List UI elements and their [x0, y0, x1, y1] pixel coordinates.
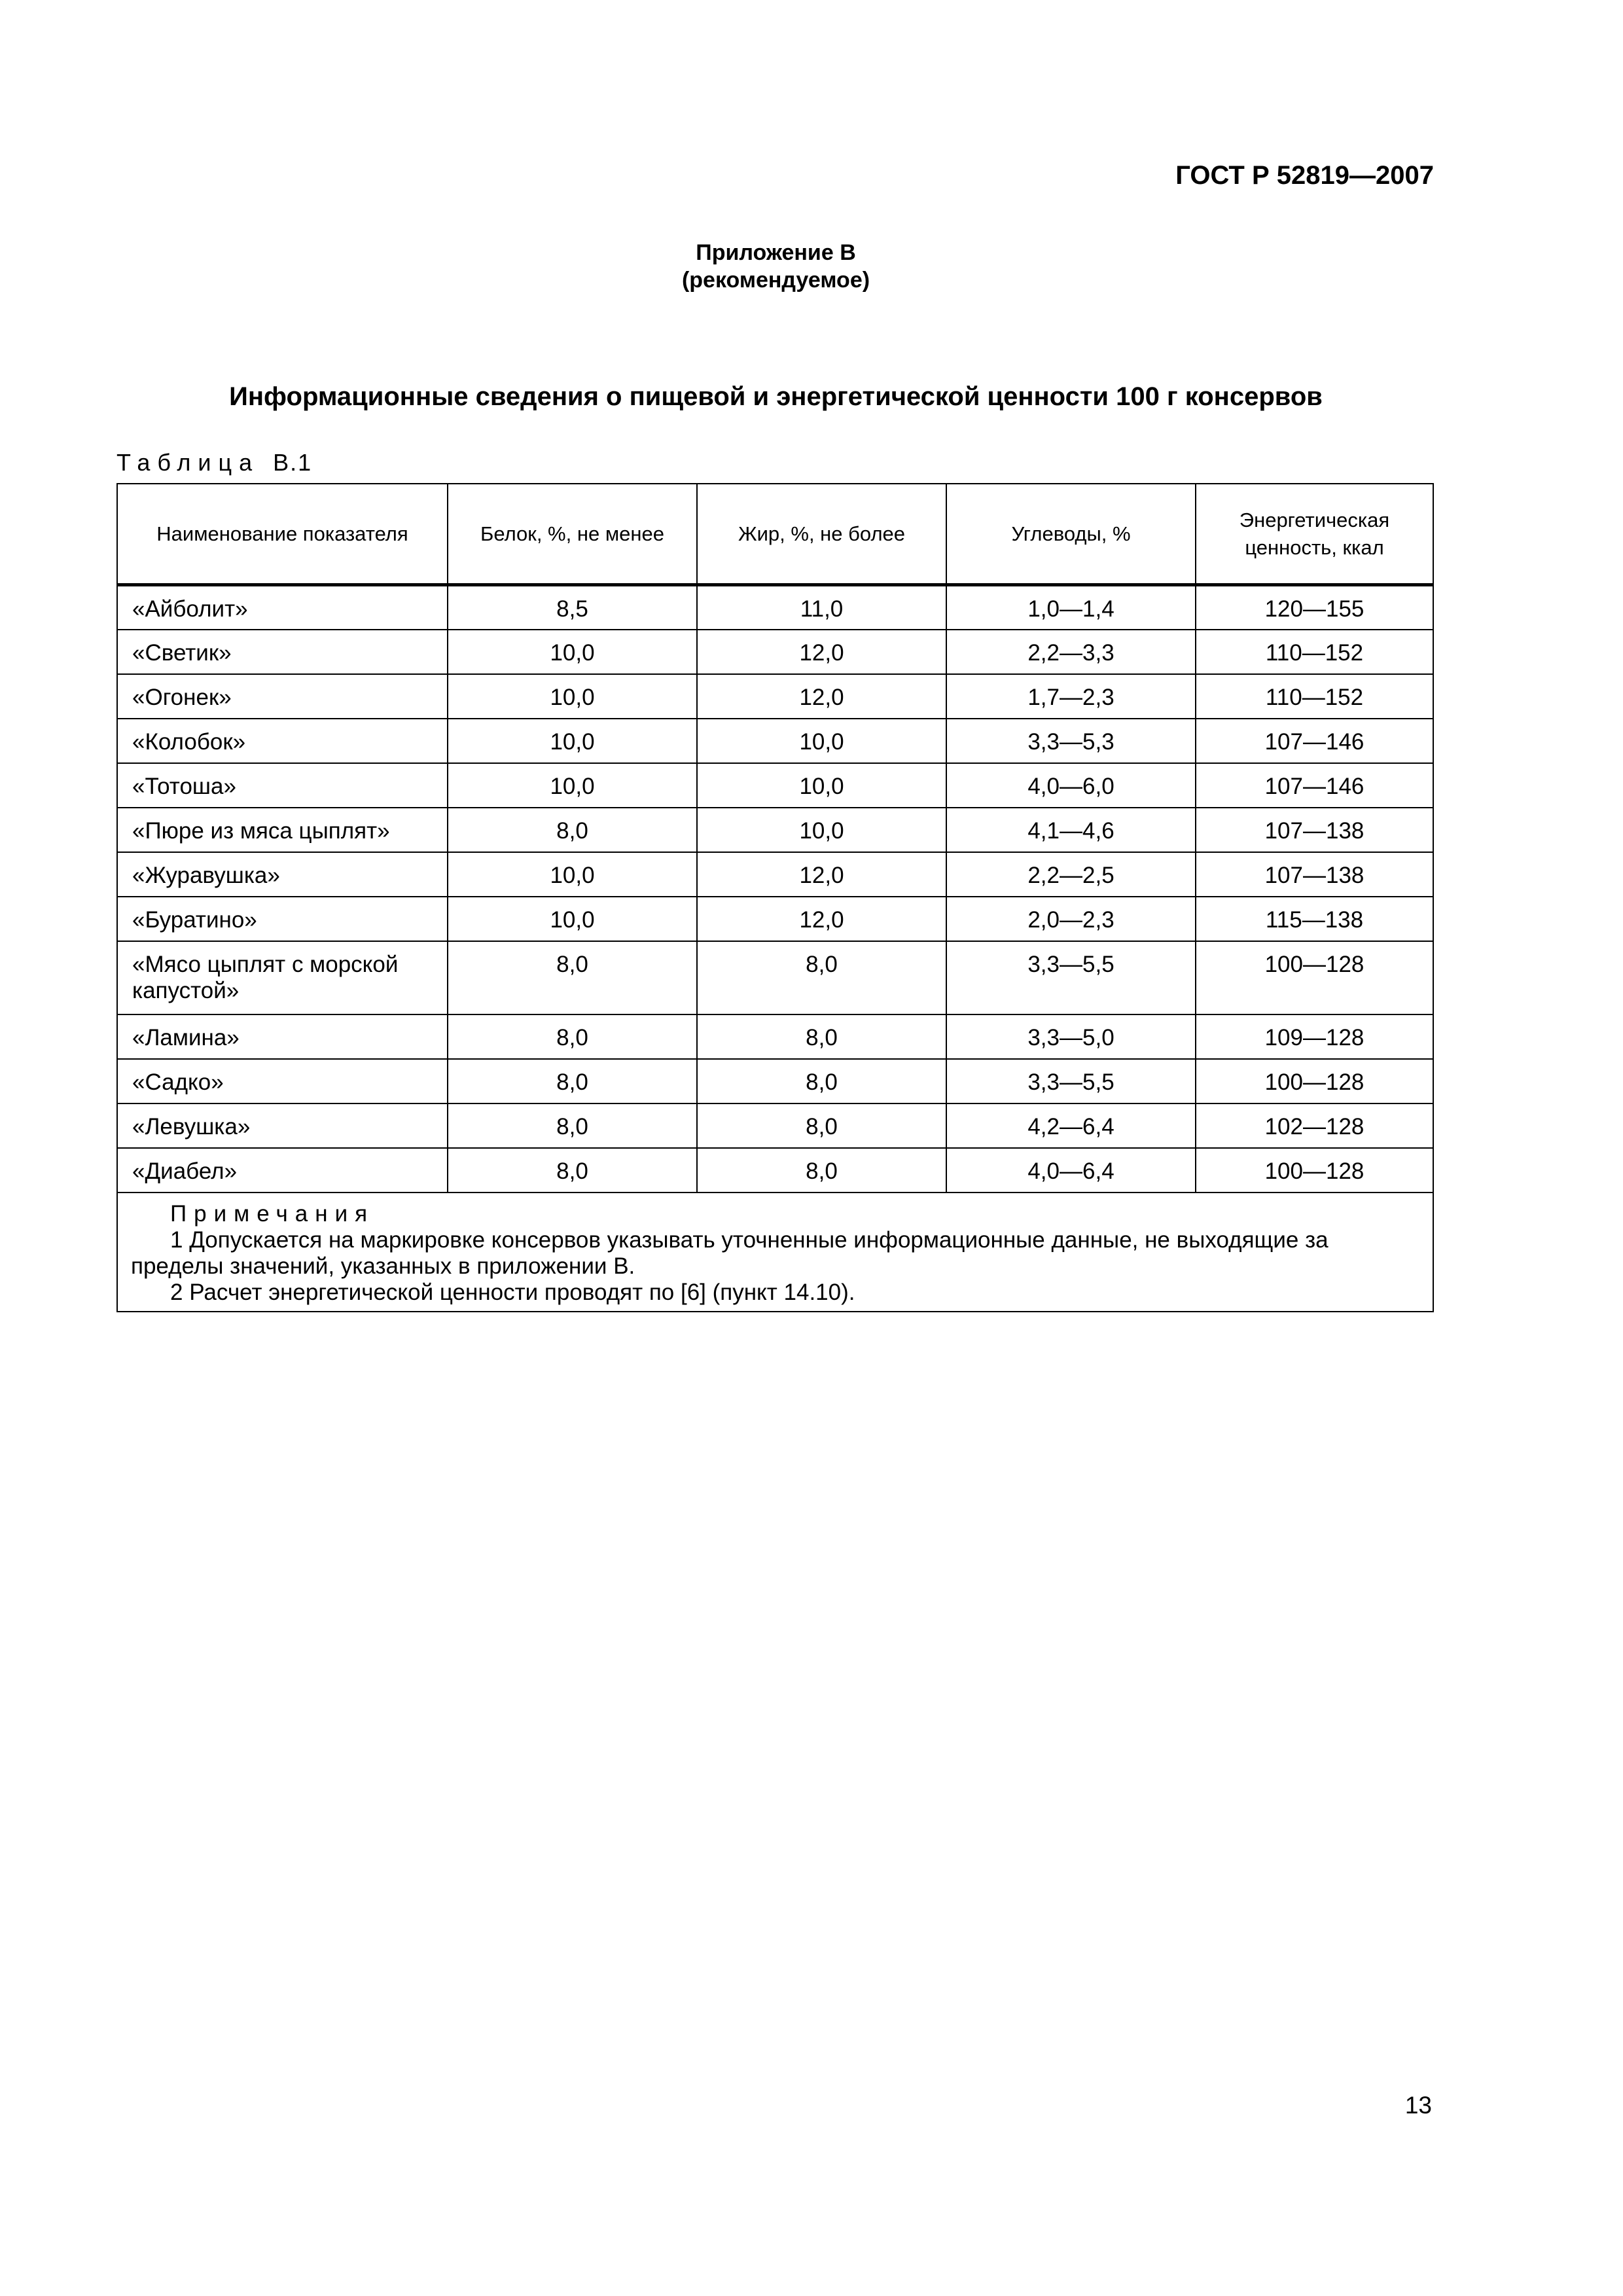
cell-carbs: 3,3—5,3 [946, 719, 1196, 763]
table-row [117, 1059, 1433, 1103]
cell-fat: 12,0 [697, 674, 946, 719]
table-row [117, 585, 1433, 630]
cell-protein: 10,0 [448, 852, 697, 897]
cell-carbs: 4,2—6,4 [946, 1103, 1196, 1148]
cell-name: «Огонек» [117, 674, 448, 719]
cell-energy: 120—155 [1196, 585, 1433, 630]
cell-energy: 107—146 [1196, 719, 1433, 763]
cell-protein: 8,0 [448, 1148, 697, 1193]
nutrition-table [116, 483, 1434, 1312]
cell-fat: 8,0 [697, 941, 946, 1014]
document-number: ГОСТ Р 52819—2007 [1175, 161, 1434, 190]
cell-fat: 12,0 [697, 852, 946, 897]
cell-energy: 102—128 [1196, 1103, 1433, 1148]
table-caption-label: Таблица [116, 449, 260, 476]
cell-fat: 8,0 [697, 1148, 946, 1193]
table-notes [117, 1193, 1433, 1312]
cell-name: «Диабел» [117, 1148, 448, 1193]
cell-name: «Левушка» [117, 1103, 448, 1148]
cell-carbs: 4,0—6,4 [946, 1148, 1196, 1193]
cell-name: «Пюре из мяса цыплят» [117, 808, 448, 852]
header-name: Наименование показателя [117, 484, 448, 585]
cell-protein: 8,0 [448, 941, 697, 1014]
header-protein: Белок, %, не менее [448, 484, 697, 585]
appendix-title: Приложение В [696, 240, 856, 265]
cell-carbs: 2,2—2,5 [946, 852, 1196, 897]
table-row [117, 852, 1433, 897]
note-item: 1 Допускается на маркировке консервов указывать уточненные информационные данные, не выходящие за пределы значений, указанных в приложении В. [131, 1227, 1329, 1279]
cell-name: «Журавушка» [117, 852, 448, 897]
cell-name: «Садко» [117, 1059, 448, 1103]
table-row [117, 1014, 1433, 1059]
cell-name: «Буратино» [117, 897, 448, 941]
table-row [117, 630, 1433, 674]
table-row [117, 808, 1433, 852]
cell-protein: 8,0 [448, 1014, 697, 1059]
notes-title: Примечания [170, 1200, 375, 1227]
cell-energy: 110—152 [1196, 630, 1433, 674]
table-row [117, 941, 1433, 1014]
cell-fat: 8,0 [697, 1014, 946, 1059]
notes-row [117, 1193, 1433, 1312]
cell-carbs: 4,1—4,6 [946, 808, 1196, 852]
cell-energy: 100—128 [1196, 1059, 1433, 1103]
table-row [117, 763, 1433, 808]
note-item: 2 Расчет энергетической ценности проводят по [6] (пункт 14.10). [170, 1279, 855, 1305]
page-number: 13 [1404, 2092, 1432, 2119]
cell-protein: 10,0 [448, 763, 697, 808]
cell-fat: 10,0 [697, 763, 946, 808]
cell-protein: 10,0 [448, 674, 697, 719]
table-caption [116, 449, 312, 476]
table-row [117, 674, 1433, 719]
table-row [117, 1148, 1433, 1193]
cell-energy: 110—152 [1196, 674, 1433, 719]
appendix-status: (рекомендуемое) [681, 268, 870, 293]
header-row [117, 484, 1433, 585]
cell-energy: 107—138 [1196, 808, 1433, 852]
cell-name: «Ламина» [117, 1014, 448, 1059]
cell-energy: 107—146 [1196, 763, 1433, 808]
cell-fat: 10,0 [697, 719, 946, 763]
header-fat: Жир, %, не более [697, 484, 946, 585]
table-header [117, 484, 1433, 585]
cell-protein: 10,0 [448, 630, 697, 674]
cell-protein: 8,0 [448, 1103, 697, 1148]
appendix-heading [0, 239, 1552, 294]
table-row [117, 897, 1433, 941]
cell-fat: 8,0 [697, 1059, 946, 1103]
cell-name: «Колобок» [117, 719, 448, 763]
cell-fat: 10,0 [697, 808, 946, 852]
cell-energy: 115—138 [1196, 897, 1433, 941]
cell-name: «Айболит» [117, 585, 448, 630]
cell-carbs: 1,7—2,3 [946, 674, 1196, 719]
cell-protein: 10,0 [448, 897, 697, 941]
main-title: Информационные сведения о пищевой и энергетической ценности 100 г консервов [229, 382, 1323, 411]
cell-carbs: 3,3—5,0 [946, 1014, 1196, 1059]
table-caption-number: В.1 [273, 449, 313, 476]
header-energy: Энергетическая ценность, ккал [1196, 484, 1433, 585]
cell-carbs: 3,3—5,5 [946, 941, 1196, 1014]
cell-protein: 8,5 [448, 585, 697, 630]
cell-protein: 8,0 [448, 808, 697, 852]
cell-protein: 10,0 [448, 719, 697, 763]
table-body [117, 585, 1433, 1312]
cell-protein: 8,0 [448, 1059, 697, 1103]
cell-energy: 100—128 [1196, 941, 1433, 1014]
cell-name: «Тотоша» [117, 763, 448, 808]
cell-carbs: 1,0—1,4 [946, 585, 1196, 630]
cell-name: «Мясо цыплят с морской капустой» [117, 941, 448, 1014]
cell-carbs: 2,2—3,3 [946, 630, 1196, 674]
cell-energy: 109—128 [1196, 1014, 1433, 1059]
cell-carbs: 4,0—6,0 [946, 763, 1196, 808]
table-row [117, 1103, 1433, 1148]
table-row [117, 719, 1433, 763]
cell-energy: 107—138 [1196, 852, 1433, 897]
cell-name: «Светик» [117, 630, 448, 674]
cell-fat: 8,0 [697, 1103, 946, 1148]
cell-energy: 100—128 [1196, 1148, 1433, 1193]
cell-carbs: 2,0—2,3 [946, 897, 1196, 941]
cell-carbs: 3,3—5,5 [946, 1059, 1196, 1103]
cell-fat: 11,0 [697, 585, 946, 630]
header-carbs: Углеводы, % [946, 484, 1196, 585]
cell-fat: 12,0 [697, 630, 946, 674]
cell-fat: 12,0 [697, 897, 946, 941]
